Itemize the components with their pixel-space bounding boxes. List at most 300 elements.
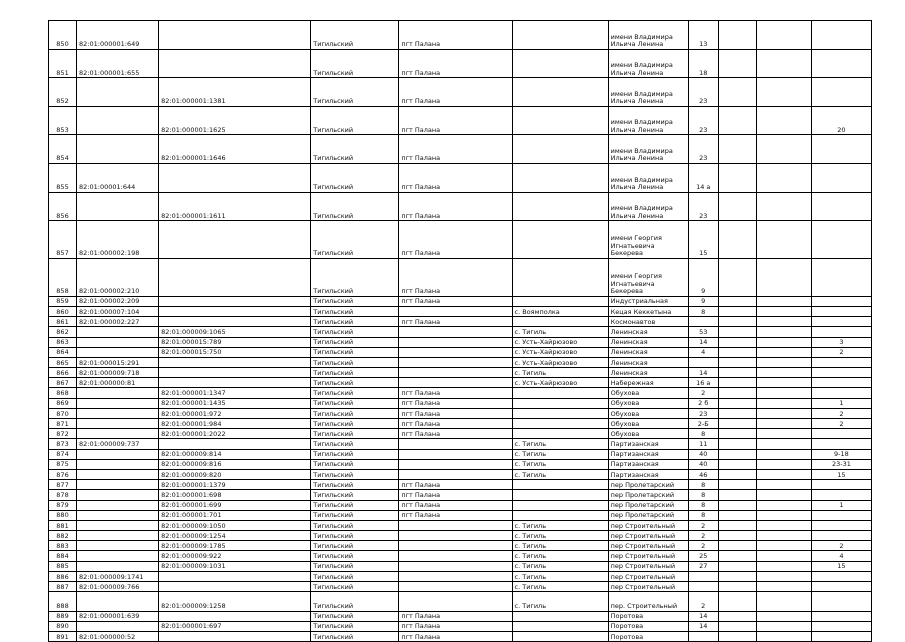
table-row [49, 192, 872, 221]
empty-cell [756, 21, 811, 50]
settlement-cell [399, 541, 512, 551]
settlement-cell: пгт Палана [399, 106, 512, 135]
district-cell: Тигильский [311, 531, 399, 541]
village-cell: с. Усть-Хайрюзово [512, 347, 608, 357]
street-cell: Кецая Кеккетына [608, 306, 688, 316]
cadastral-number-building [77, 541, 159, 551]
empty-cell [718, 439, 756, 449]
empty-cell [756, 49, 811, 78]
cadastral-number-building [77, 337, 159, 347]
table-row [49, 368, 872, 378]
house-number-cell: 8 [688, 490, 718, 500]
cadastral-number-room: 82:01:000015:789 [159, 337, 311, 347]
cadastral-number-room: 82:01:000001:1435 [159, 398, 311, 408]
empty-cell [718, 327, 756, 337]
empty-cell [718, 419, 756, 429]
cadastral-number-building [77, 347, 159, 357]
village-cell [512, 78, 608, 107]
village-cell: с. Тигиль [512, 368, 608, 378]
row-number: 858 [49, 258, 77, 296]
apartment-cell: 2 [811, 408, 871, 418]
apartment-cell: 15 [811, 469, 871, 479]
house-number-cell: 16 а [688, 378, 718, 388]
empty-cell [718, 337, 756, 347]
street-cell: Партизанская [608, 459, 688, 469]
house-number-cell: 2-Б [688, 419, 718, 429]
settlement-cell: пгт Палана [399, 398, 512, 408]
empty-cell [718, 347, 756, 357]
settlement-cell [399, 459, 512, 469]
row-number: 873 [49, 439, 77, 449]
settlement-cell: пгт Палана [399, 135, 512, 164]
cadastral-number-room: 82:01:000001:1611 [159, 192, 311, 221]
village-cell [512, 317, 608, 327]
cadastral-number-building [77, 429, 159, 439]
cadastral-number-room: 82:01:000001:1379 [159, 480, 311, 490]
street-cell: имени Владимира Ильича Ленина [608, 192, 688, 221]
house-number-cell: 13 [688, 21, 718, 50]
cadastral-number-building [77, 388, 159, 398]
cadastral-number-building [77, 398, 159, 408]
table-row [49, 419, 872, 429]
empty-cell [718, 21, 756, 50]
street-cell: Ленинская [608, 337, 688, 347]
table-row [49, 582, 872, 592]
empty-cell [718, 621, 756, 631]
settlement-cell: пгт Палана [399, 258, 512, 296]
table-row [49, 469, 872, 479]
empty-cell [756, 296, 811, 306]
apartment-cell: 3 [811, 337, 871, 347]
district-cell: Тигильский [311, 21, 399, 50]
empty-cell [756, 571, 811, 581]
street-cell: пер Пролетарский [608, 500, 688, 510]
street-cell: пер Пролетарский [608, 480, 688, 490]
street-cell: Ленинская [608, 357, 688, 367]
table-row [49, 611, 872, 621]
row-number: 850 [49, 21, 77, 50]
district-cell: Тигильский [311, 408, 399, 418]
house-number-cell: 2 [688, 592, 718, 611]
village-cell [512, 621, 608, 631]
row-number: 890 [49, 621, 77, 631]
cadastral-number-building: 82:01:000001:649 [77, 21, 159, 50]
street-cell: Набережная [608, 378, 688, 388]
district-cell: Тигильский [311, 398, 399, 408]
table-row [49, 621, 872, 631]
row-number: 861 [49, 317, 77, 327]
settlement-cell [399, 520, 512, 530]
house-number-cell: 4 [688, 347, 718, 357]
cadastral-number-building: 82:01:000009:737 [77, 439, 159, 449]
settlement-cell: пгт Палана [399, 490, 512, 500]
district-cell: Тигильский [311, 192, 399, 221]
row-number: 886 [49, 571, 77, 581]
table-row [49, 347, 872, 357]
apartment-cell [811, 592, 871, 611]
registry-table [48, 20, 872, 642]
empty-cell [718, 531, 756, 541]
settlement-cell: пгт Палана [399, 408, 512, 418]
cadastral-number-room: 82:01:000009:816 [159, 459, 311, 469]
apartment-cell [811, 21, 871, 50]
empty-cell [756, 611, 811, 621]
village-cell [512, 429, 608, 439]
empty-cell [718, 449, 756, 459]
district-cell: Тигильский [311, 459, 399, 469]
street-cell: Обухова [608, 388, 688, 398]
settlement-cell [399, 378, 512, 388]
district-cell: Тигильский [311, 106, 399, 135]
district-cell: Тигильский [311, 337, 399, 347]
district-cell: Тигильский [311, 296, 399, 306]
table-row [49, 306, 872, 316]
cadastral-number-building [77, 621, 159, 631]
row-number: 853 [49, 106, 77, 135]
row-number: 856 [49, 192, 77, 221]
apartment-cell: 1 [811, 500, 871, 510]
cadastral-number-building [77, 459, 159, 469]
street-cell: Обухова [608, 398, 688, 408]
street-cell: пер Строительный [608, 520, 688, 530]
apartment-cell [811, 520, 871, 530]
empty-cell [756, 429, 811, 439]
table-row [49, 327, 872, 337]
table-row [49, 357, 872, 367]
table-row [49, 388, 872, 398]
village-cell: с. Тигиль [512, 439, 608, 449]
apartment-cell: 1 [811, 398, 871, 408]
village-cell [512, 631, 608, 641]
row-number: 875 [49, 459, 77, 469]
street-cell: Обухова [608, 408, 688, 418]
empty-cell [718, 258, 756, 296]
table-row [49, 21, 872, 50]
apartment-cell: 20 [811, 106, 871, 135]
row-number: 878 [49, 490, 77, 500]
cadastral-number-room [159, 306, 311, 316]
empty-cell [718, 611, 756, 621]
empty-cell [718, 429, 756, 439]
apartment-cell [811, 317, 871, 327]
empty-cell [718, 520, 756, 530]
empty-cell [756, 221, 811, 259]
house-number-cell: 8 [688, 306, 718, 316]
empty-cell [718, 317, 756, 327]
house-number-cell: 53 [688, 327, 718, 337]
cadastral-number-room [159, 221, 311, 259]
cadastral-number-building [77, 408, 159, 418]
street-cell: имени Георгия Игнатьевича Бекерева [608, 258, 688, 296]
street-cell: имени Георгия Игнатьевича Бекерева [608, 221, 688, 259]
street-cell: Ленинская [608, 368, 688, 378]
cadastral-number-room [159, 317, 311, 327]
table-row [49, 429, 872, 439]
street-cell: имени Владимира Ильича Ленина [608, 78, 688, 107]
empty-cell [718, 510, 756, 520]
table-row [49, 408, 872, 418]
settlement-cell [399, 551, 512, 561]
district-cell: Тигильский [311, 449, 399, 459]
row-number: 859 [49, 296, 77, 306]
village-cell: с. Тигиль [512, 449, 608, 459]
village-cell [512, 510, 608, 520]
cadastral-number-room: 82:01:000009:820 [159, 469, 311, 479]
apartment-cell [811, 258, 871, 296]
cadastral-number-room: 82:01:000001:1625 [159, 106, 311, 135]
table-row [49, 520, 872, 530]
apartment-cell: 2 [811, 541, 871, 551]
settlement-cell [399, 571, 512, 581]
row-number: 888 [49, 592, 77, 611]
street-cell: Индустриальная [608, 296, 688, 306]
cadastral-number-room: 82:01:000001:1646 [159, 135, 311, 164]
row-number: 881 [49, 520, 77, 530]
apartment-cell [811, 621, 871, 631]
empty-cell [718, 49, 756, 78]
apartment-cell [811, 306, 871, 316]
table-row [49, 531, 872, 541]
settlement-cell: пгт Палана [399, 317, 512, 327]
village-cell [512, 221, 608, 259]
street-cell: имени Владимира Ильича Ленина [608, 135, 688, 164]
row-number: 874 [49, 449, 77, 459]
apartment-cell [811, 378, 871, 388]
table-row [49, 631, 872, 641]
row-number: 885 [49, 561, 77, 571]
street-cell: пер Строительный [608, 561, 688, 571]
village-cell: с. Тигиль [512, 551, 608, 561]
cadastral-number-building: 82:01:000002:209 [77, 296, 159, 306]
table-row [49, 378, 872, 388]
apartment-cell [811, 296, 871, 306]
row-number: 863 [49, 337, 77, 347]
empty-cell [756, 135, 811, 164]
cadastral-number-building [77, 419, 159, 429]
cadastral-number-room: 82:01:000001:701 [159, 510, 311, 520]
apartment-cell [811, 49, 871, 78]
street-cell: имени Владимира Ильича Ленина [608, 106, 688, 135]
empty-cell [756, 317, 811, 327]
cadastral-number-room [159, 296, 311, 306]
empty-cell [718, 592, 756, 611]
empty-cell [718, 106, 756, 135]
settlement-cell: пгт Палана [399, 78, 512, 107]
street-cell: пер Строительный [608, 582, 688, 592]
street-cell: Обухова [608, 419, 688, 429]
empty-cell [756, 500, 811, 510]
cadastral-number-room: 82:01:000001:972 [159, 408, 311, 418]
cadastral-number-building [77, 531, 159, 541]
cadastral-number-room: 82:01:000015:750 [159, 347, 311, 357]
district-cell: Тигильский [311, 378, 399, 388]
empty-cell [756, 368, 811, 378]
street-cell: имени Владимира Ильича Ленина [608, 21, 688, 50]
district-cell: Тигильский [311, 306, 399, 316]
settlement-cell: пгт Палана [399, 611, 512, 621]
apartment-cell: 2 [811, 419, 871, 429]
house-number-cell [688, 317, 718, 327]
apartment-cell: 9-18 [811, 449, 871, 459]
village-cell [512, 258, 608, 296]
district-cell: Тигильский [311, 429, 399, 439]
empty-cell [756, 541, 811, 551]
empty-cell [756, 378, 811, 388]
row-number: 891 [49, 631, 77, 641]
table-row [49, 106, 872, 135]
table-row [49, 135, 872, 164]
settlement-cell: пгт Палана [399, 510, 512, 520]
row-number: 867 [49, 378, 77, 388]
row-number: 884 [49, 551, 77, 561]
district-cell: Тигильский [311, 317, 399, 327]
cadastral-number-building: 82:01:000000:81 [77, 378, 159, 388]
district-cell: Тигильский [311, 582, 399, 592]
house-number-cell [688, 357, 718, 367]
cadastral-number-room: 82:01:000009:1785 [159, 541, 311, 551]
village-cell: с. Тигиль [512, 459, 608, 469]
cadastral-number-building: 82:01:000015:291 [77, 357, 159, 367]
apartment-cell [811, 221, 871, 259]
cadastral-number-building [77, 592, 159, 611]
apartment-cell [811, 510, 871, 520]
empty-cell [756, 419, 811, 429]
village-cell [512, 163, 608, 192]
table-row [49, 500, 872, 510]
district-cell: Тигильский [311, 388, 399, 398]
empty-cell [756, 520, 811, 530]
empty-cell [718, 408, 756, 418]
empty-cell [718, 163, 756, 192]
table-row [49, 480, 872, 490]
empty-cell [756, 408, 811, 418]
settlement-cell: пгт Палана [399, 192, 512, 221]
cadastral-number-room [159, 378, 311, 388]
street-cell: Партизанская [608, 449, 688, 459]
empty-cell [756, 106, 811, 135]
apartment-cell: 23-31 [811, 459, 871, 469]
house-number-cell: 46 [688, 469, 718, 479]
street-cell: Обухова [608, 429, 688, 439]
empty-cell [756, 582, 811, 592]
cadastral-number-building [77, 551, 159, 561]
cadastral-number-room [159, 357, 311, 367]
row-number: 855 [49, 163, 77, 192]
settlement-cell: пгт Палана [399, 49, 512, 78]
village-cell: с. Тигиль [512, 592, 608, 611]
district-cell: Тигильский [311, 510, 399, 520]
district-cell: Тигильский [311, 49, 399, 78]
cadastral-number-room [159, 163, 311, 192]
cadastral-number-building [77, 561, 159, 571]
apartment-cell [811, 490, 871, 500]
apartment-cell [811, 439, 871, 449]
village-cell [512, 135, 608, 164]
apartment-cell [811, 571, 871, 581]
settlement-cell [399, 582, 512, 592]
empty-cell [718, 469, 756, 479]
row-number: 872 [49, 429, 77, 439]
house-number-cell: 14 [688, 621, 718, 631]
house-number-cell: 23 [688, 78, 718, 107]
street-cell: Партизанская [608, 439, 688, 449]
settlement-cell: пгт Палана [399, 631, 512, 641]
district-cell: Тигильский [311, 469, 399, 479]
house-number-cell: 15 [688, 221, 718, 259]
apartment-cell [811, 327, 871, 337]
district-cell: Тигильский [311, 78, 399, 107]
row-number: 857 [49, 221, 77, 259]
empty-cell [756, 347, 811, 357]
table-row [49, 317, 872, 327]
house-number-cell: 2 [688, 531, 718, 541]
cadastral-number-building: 82:01:000001:639 [77, 611, 159, 621]
cadastral-number-room: 82:01:000001:698 [159, 490, 311, 500]
village-cell: с. Усть-Хайрюзово [512, 357, 608, 367]
cadastral-number-room: 82:01:000009:1258 [159, 592, 311, 611]
district-cell: Тигильский [311, 419, 399, 429]
apartment-cell [811, 388, 871, 398]
street-cell: пер Строительный [608, 551, 688, 561]
house-number-cell: 40 [688, 449, 718, 459]
cadastral-number-room [159, 439, 311, 449]
cadastral-number-room: 82:01:000009:814 [159, 449, 311, 459]
village-cell [512, 21, 608, 50]
row-number: 880 [49, 510, 77, 520]
apartment-cell [811, 368, 871, 378]
street-cell: Партизанская [608, 469, 688, 479]
empty-cell [718, 388, 756, 398]
row-number: 868 [49, 388, 77, 398]
settlement-cell: пгт Палана [399, 419, 512, 429]
empty-cell [756, 531, 811, 541]
table-row [49, 449, 872, 459]
apartment-cell [811, 611, 871, 621]
table-row [49, 163, 872, 192]
empty-cell [718, 582, 756, 592]
empty-cell [718, 135, 756, 164]
row-number: 870 [49, 408, 77, 418]
settlement-cell [399, 337, 512, 347]
empty-cell [718, 378, 756, 388]
empty-cell [756, 192, 811, 221]
row-number: 879 [49, 500, 77, 510]
house-number-cell: 2 б [688, 398, 718, 408]
district-cell: Тигильский [311, 561, 399, 571]
district-cell: Тигильский [311, 480, 399, 490]
cadastral-number-room [159, 258, 311, 296]
empty-cell [756, 561, 811, 571]
row-number: 876 [49, 469, 77, 479]
cadastral-number-building [77, 192, 159, 221]
settlement-cell: пгт Палана [399, 480, 512, 490]
cadastral-number-room [159, 611, 311, 621]
empty-cell [756, 621, 811, 631]
street-cell: Ленинская [608, 347, 688, 357]
house-number-cell: 2 [688, 388, 718, 398]
settlement-cell: пгт Палана [399, 296, 512, 306]
village-cell [512, 500, 608, 510]
table-row [49, 398, 872, 408]
settlement-cell [399, 561, 512, 571]
house-number-cell: 23 [688, 192, 718, 221]
house-number-cell: 2 [688, 520, 718, 530]
street-cell: Ленинская [608, 327, 688, 337]
cadastral-number-room: 82:01:000001:697 [159, 621, 311, 631]
settlement-cell [399, 327, 512, 337]
row-number: 883 [49, 541, 77, 551]
house-number-cell: 11 [688, 439, 718, 449]
